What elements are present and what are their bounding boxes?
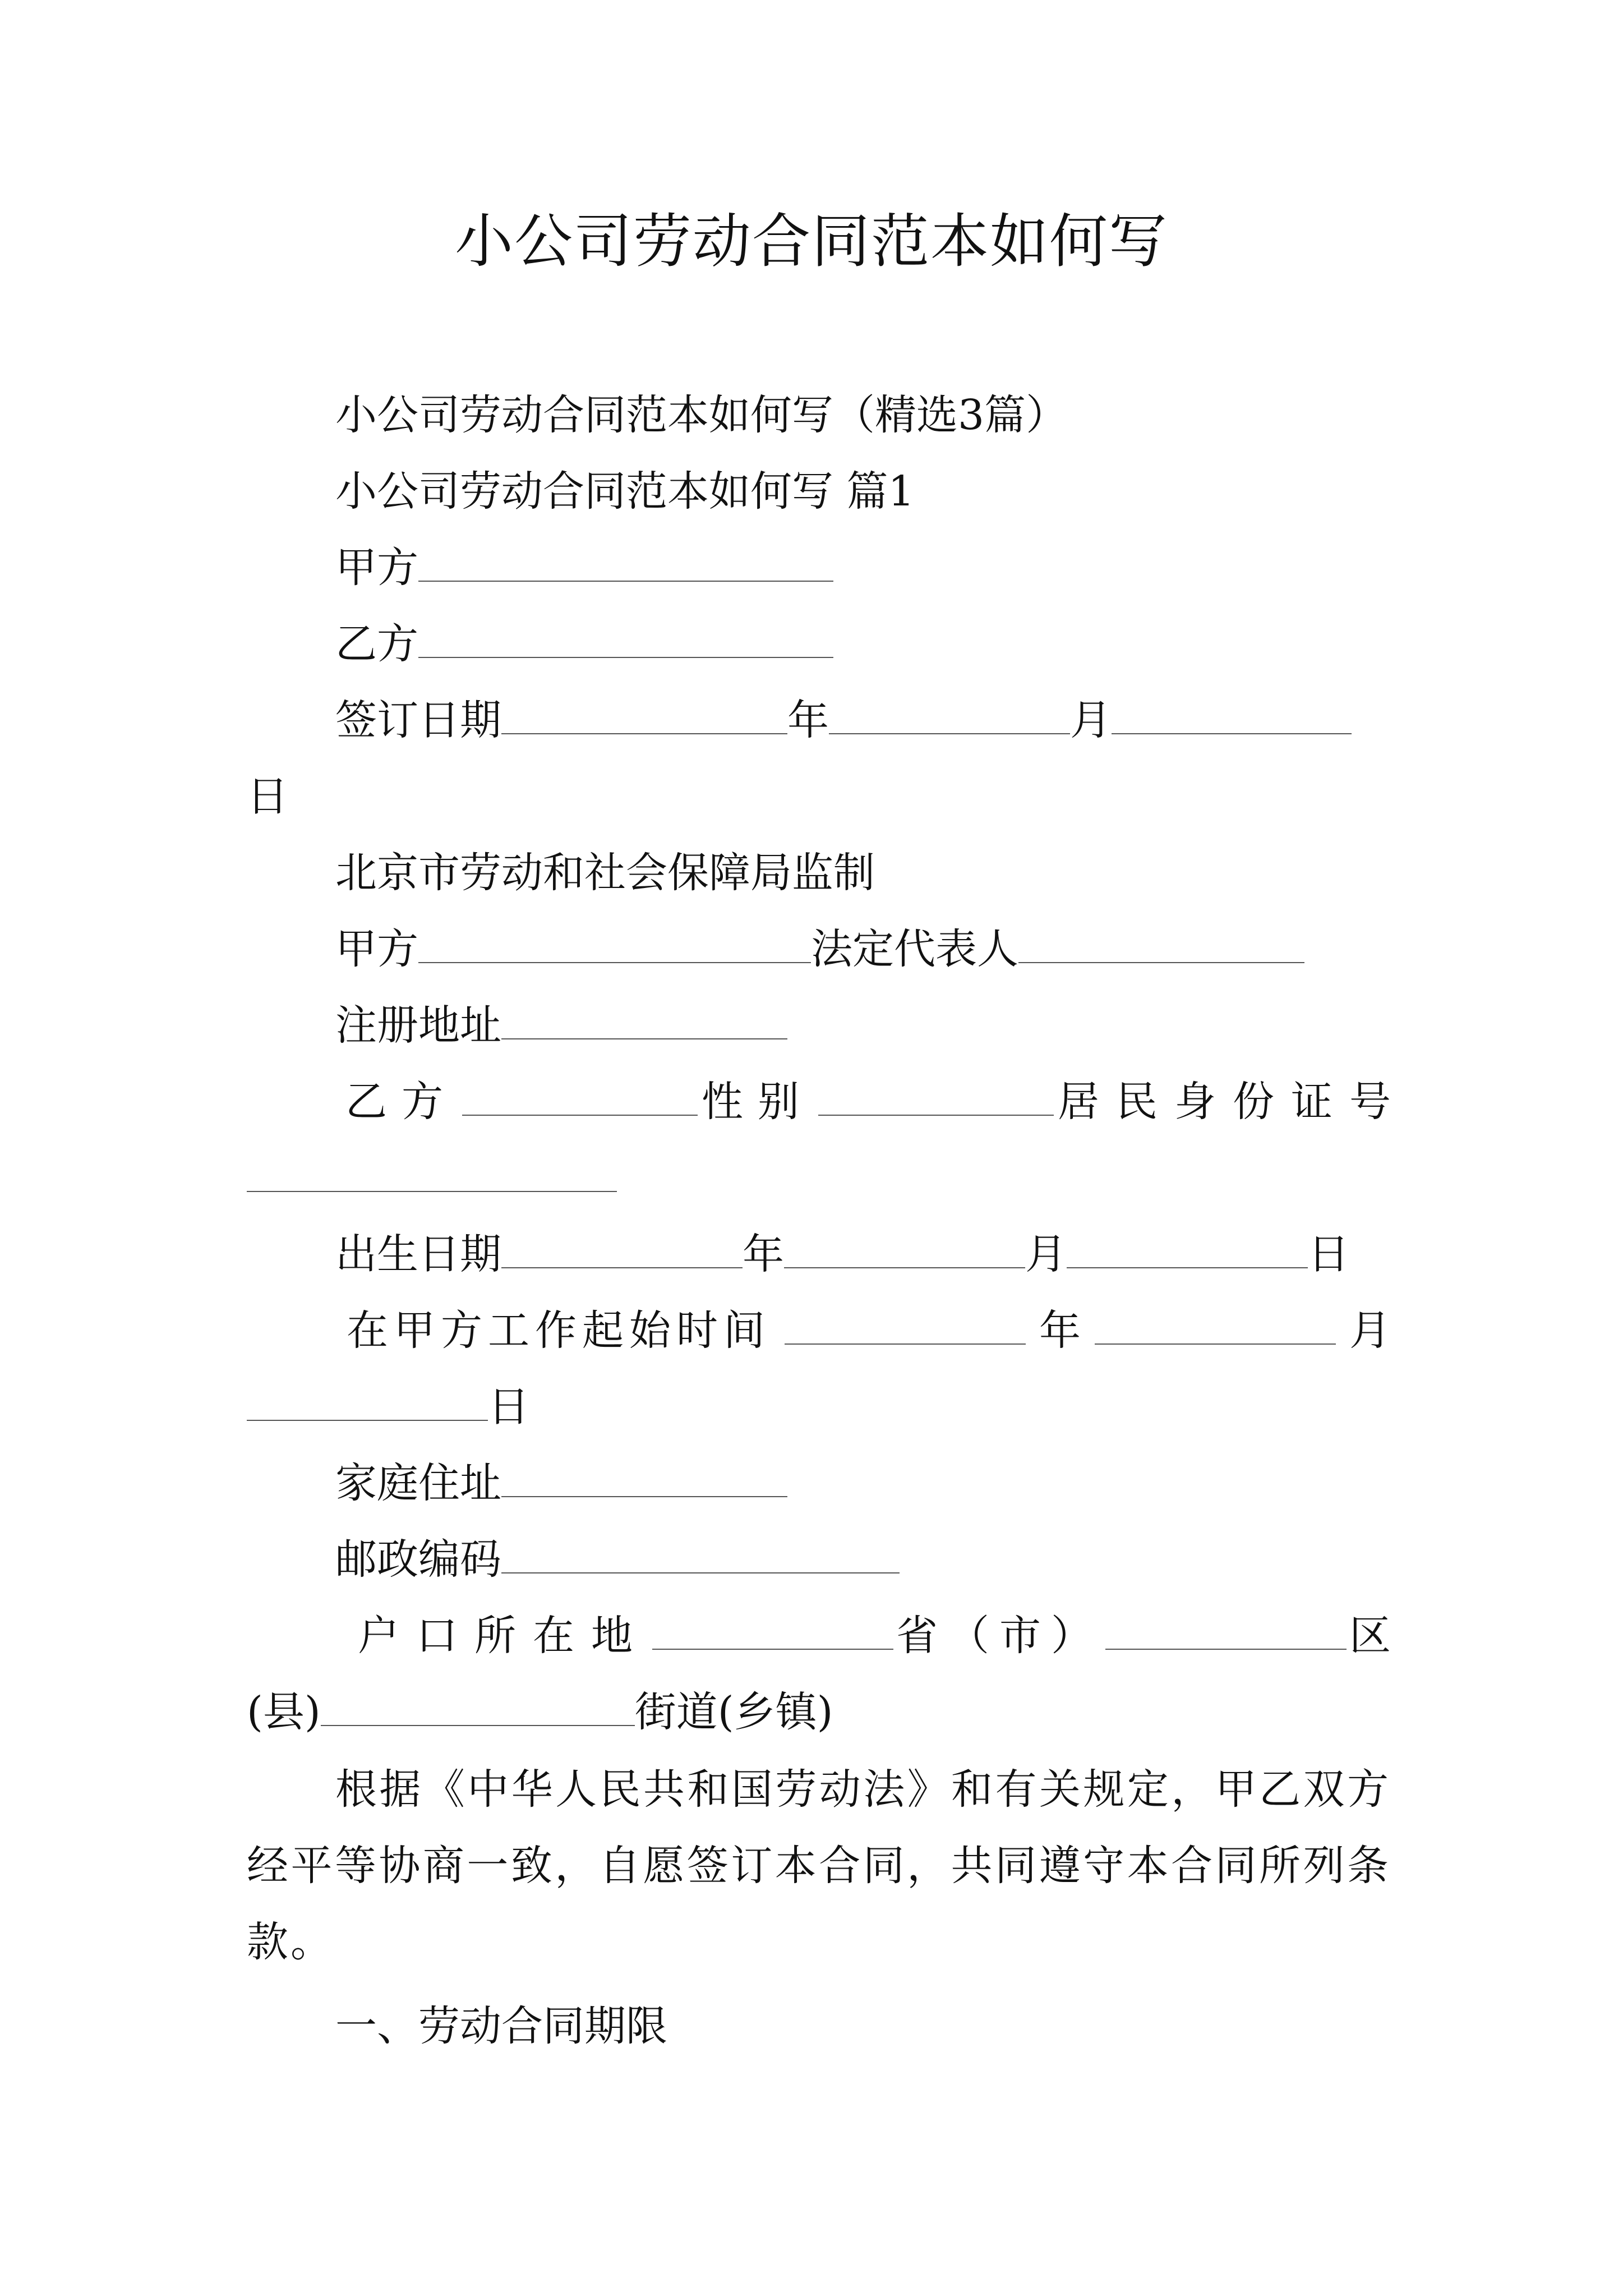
sign-month-label: 月 bbox=[1070, 696, 1112, 744]
section-heading: 小公司劳动合同范本如何写 篇1 bbox=[335, 467, 915, 516]
start-day-blank[interactable] bbox=[247, 1385, 488, 1421]
registered-address-label: 注册地址 bbox=[335, 1001, 501, 1050]
start-day-label: 日 bbox=[488, 1383, 529, 1431]
start-date-label: 在甲方工作起始时间 bbox=[347, 1306, 771, 1355]
sign-month-blank[interactable] bbox=[829, 698, 1070, 734]
registered-address-line bbox=[335, 997, 1391, 1053]
party-a-blank[interactable] bbox=[418, 546, 833, 582]
start-year-label: 年 bbox=[1039, 1306, 1081, 1355]
intro-paragraph: 根据《中华人民共和国劳动法》和有关规定，甲乙双方经平等协商一致，自愿签订本合同，共同遵守本合同所列条款。 bbox=[247, 1765, 1391, 1966]
party-a-rep-line bbox=[335, 921, 1391, 977]
birth-month-label: 月 bbox=[1025, 1230, 1067, 1278]
supervisor-note: 北京市劳动和社会保障局监制 bbox=[335, 849, 875, 897]
district-label: 区 bbox=[1349, 1612, 1391, 1660]
sign-day-blank[interactable] bbox=[1112, 698, 1352, 734]
party-b-row-blank[interactable] bbox=[462, 1080, 698, 1116]
birth-day-blank[interactable] bbox=[1067, 1232, 1308, 1268]
party-b-row-label: 乙方 bbox=[345, 1078, 458, 1126]
birth-day-label: 日 bbox=[1308, 1230, 1349, 1278]
document-title: 小公司劳动合同范本如何写 bbox=[454, 207, 1168, 275]
county-label: (县) bbox=[247, 1688, 321, 1736]
legal-rep-label: 法定代表人 bbox=[811, 925, 1018, 973]
start-date-line bbox=[335, 1303, 1391, 1359]
subtitle: 小公司劳动合同范本如何写（精选3篇） bbox=[335, 391, 1068, 439]
county-line bbox=[247, 1684, 1391, 1740]
postal-code-line bbox=[335, 1531, 1391, 1588]
registered-address-blank[interactable] bbox=[501, 1004, 787, 1039]
start-month-label: 月 bbox=[1349, 1306, 1391, 1355]
id-number-line bbox=[247, 1150, 1391, 1206]
province-blank[interactable] bbox=[1105, 1614, 1347, 1650]
start-month-blank[interactable] bbox=[1095, 1309, 1336, 1345]
sign-day-label: 日 bbox=[247, 772, 288, 821]
party-a-label: 甲方 bbox=[335, 544, 418, 592]
household-label: 户口所在地 bbox=[358, 1612, 649, 1660]
party-a-row-label: 甲方 bbox=[335, 925, 418, 973]
home-address-line bbox=[335, 1455, 1391, 1511]
sign-date-line bbox=[335, 692, 1391, 748]
postal-code-blank[interactable] bbox=[501, 1538, 900, 1573]
sign-date-label: 签订日期 bbox=[335, 696, 501, 744]
party-a-row-blank[interactable] bbox=[418, 927, 811, 963]
start-day-line bbox=[247, 1379, 1391, 1435]
party-b-info-line bbox=[335, 1074, 1408, 1130]
sign-year-blank[interactable] bbox=[501, 698, 787, 734]
legal-rep-blank[interactable] bbox=[1018, 927, 1304, 963]
household-blank[interactable] bbox=[652, 1614, 893, 1650]
birth-month-blank[interactable] bbox=[784, 1232, 1025, 1268]
birth-year-label: 年 bbox=[743, 1230, 784, 1278]
id-number-label: 居民身份证号 bbox=[1058, 1078, 1408, 1126]
sign-year-label: 年 bbox=[787, 696, 829, 744]
clause-1-heading: 一、劳动合同期限 bbox=[335, 2002, 667, 2050]
party-b-line bbox=[335, 616, 1391, 672]
county-blank[interactable] bbox=[321, 1690, 635, 1726]
party-a-line bbox=[335, 540, 1391, 596]
gender-label: 性别 bbox=[702, 1078, 814, 1126]
postal-code-label: 邮政编码 bbox=[335, 1535, 501, 1584]
birth-date-label: 出生日期 bbox=[335, 1230, 501, 1278]
street-label: 街道(乡镇) bbox=[634, 1688, 833, 1736]
birth-date-line bbox=[335, 1226, 1391, 1282]
party-b-label: 乙方 bbox=[335, 620, 418, 668]
start-year-blank[interactable] bbox=[785, 1309, 1026, 1345]
gender-blank[interactable] bbox=[818, 1080, 1054, 1116]
home-address-blank[interactable] bbox=[501, 1461, 787, 1497]
party-b-blank[interactable] bbox=[418, 622, 833, 658]
id-number-blank[interactable] bbox=[247, 1156, 617, 1192]
home-address-label: 家庭住址 bbox=[335, 1459, 501, 1507]
household-line bbox=[335, 1608, 1391, 1664]
birth-year-blank[interactable] bbox=[501, 1232, 743, 1268]
province-label: 省（市） bbox=[896, 1612, 1103, 1660]
